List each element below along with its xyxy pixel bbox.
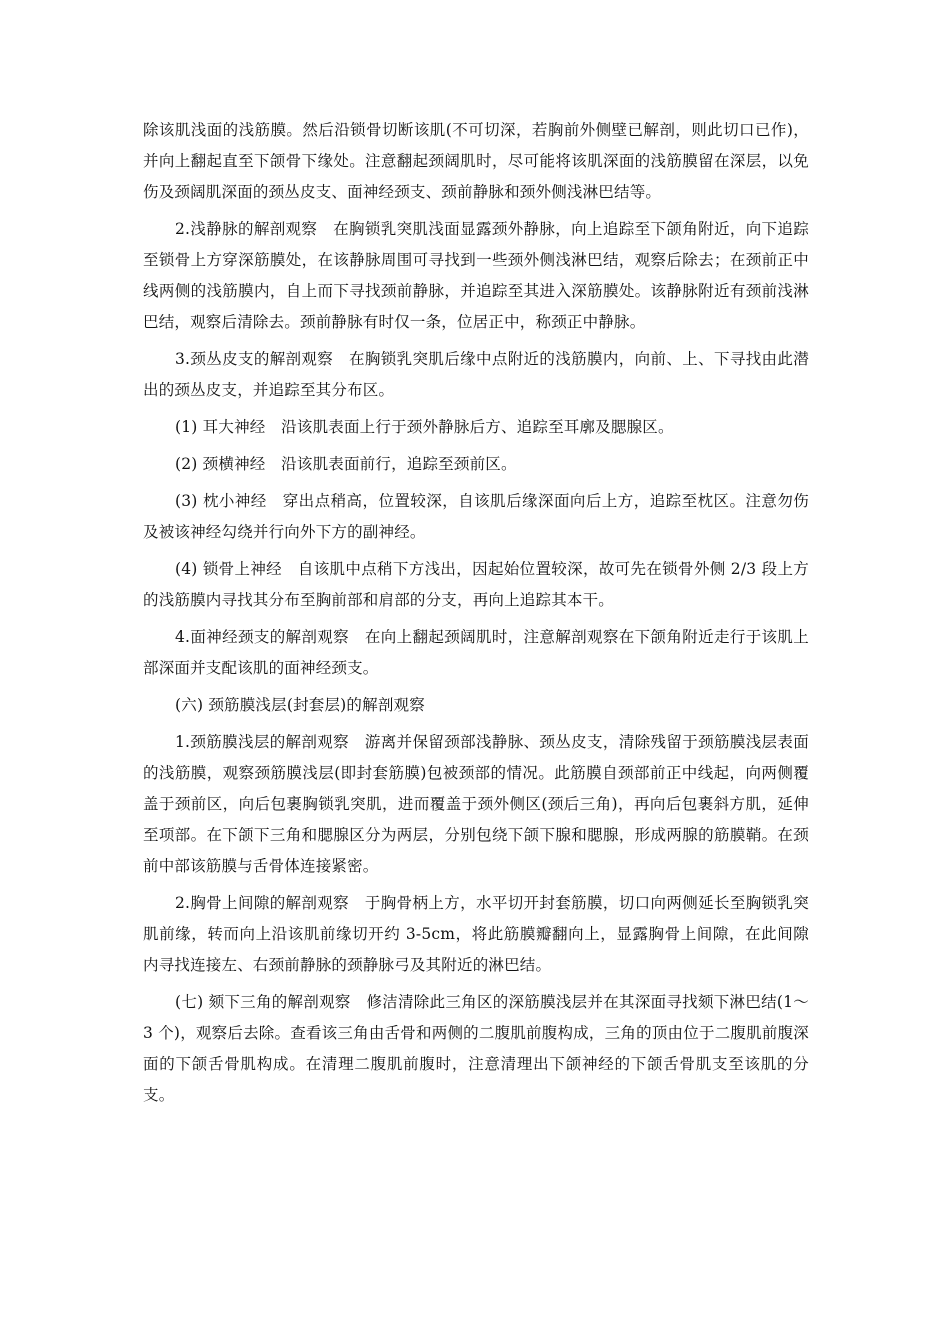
paragraph-cervical-fascia-superficial-layer: 1.颈筋膜浅层的解剖观察 游离并保留颈部浅静脉、颈丛皮支，清除残留于颈筋膜浅层表面的浅筋膜，观察颈筋膜浅层(即封套筋膜)包被颈部的情况。此筋膜自颈部前正中线起，向两侧覆盖于颈前区，向后包裹胸锁乳突肌，进而覆盖于颈外侧区(颈后三角)，再向后包裹斜方肌，延伸至项部。在下颌下三角和腮腺区分为两层，分别包绕下颌下腺和腮腺，形成两腺的筋膜鞘。在颈前中部该筋膜与舌骨体连接紧密。 [143, 733, 809, 875]
paragraph-facial-nerve-cervical-branch: 4.面神经颈支的解剖观察 在向上翻起颈阔肌时，注意解剖观察在下颌角附近走行于该肌上部深面并支配该肌的面神经颈支。 [143, 628, 809, 677]
document-body [143, 115, 809, 1111]
paragraph-submental-triangle: (七) 颏下三角的解剖观察 修洁清除此三角区的深筋膜浅层并在其深面寻找颏下淋巴结(1～3 个)，观察后去除。查看该三角由舌骨和两侧的二腹肌前腹构成，三角的顶由位于二腹肌前腹深面的下颌舌骨肌构成。在清理二腹肌前腹时，注意清理出下颌神经的下颌舌骨肌支至该肌的分支。 [143, 993, 809, 1104]
paragraph-cervical-plexus: 3.颈丛皮支的解剖观察 在胸锁乳突肌后缘中点附近的浅筋膜内，向前、上、下寻找由此潜出的颈丛皮支，并追踪至其分布区。 [143, 350, 809, 399]
paragraph-lesser-occipital-nerve: (3) 枕小神经 穿出点稍高，位置较深，自该肌后缘深面向后上方，追踪至枕区。注意勿伤及被该神经勾绕并行向外下方的副神经。 [143, 492, 809, 541]
paragraph-supraclavicular-nerve: (4) 锁骨上神经 自该肌中点稍下方浅出，因起始位置较深，故可先在锁骨外侧 2/3 段上方的浅筋膜内寻找其分布至胸前部和肩部的分支，再向上追踪其本干。 [143, 560, 809, 609]
section-heading-cervical-fascia: (六) 颈筋膜浅层(封套层)的解剖观察 [175, 696, 425, 714]
paragraph-transverse-cervical-nerve: (2) 颈横神经 沿该肌表面前行，追踪至颈前区。 [175, 455, 517, 473]
paragraph-superficial-veins: 2.浅静脉的解剖观察 在胸锁乳突肌浅面显露颈外静脉，向上追踪至下颌角附近，向下追踪至锁骨上方穿深筋膜处，在该静脉周围可寻找到一些颈外侧浅淋巴结，观察后除去；在颈前正中线两侧的浅筋膜内，自上而下寻找颈前静脉，并追踪至其进入深筋膜处。该静脉附近有颈前浅淋巴结，观察后清除去。颈前静脉有时仅一条，位居正中，称颈正中静脉。 [143, 220, 809, 331]
paragraph-suprasternal-space: 2.胸骨上间隙的解剖观察 于胸骨柄上方，水平切开封套筋膜，切口向两侧延长至胸锁乳突肌前缘，转而向上沿该肌前缘切开约 3-5cm，将此筋膜瓣翻向上，显露胸骨上间隙，在此间隙内寻找连接左、右颈前静脉的颈静脉弓及其附近的淋巴结。 [143, 894, 809, 974]
paragraph-continuation: 除该肌浅面的浅筋膜。然后沿锁骨切断该肌(不可切深，若胸前外侧壁已解剖，则此切口已作)，并向上翻起直至下颌骨下缘处。注意翻起颈阔肌时，尽可能将该肌深面的浅筋膜留在深层，以免伤及颈阔肌深面的颈丛皮支、面神经颈支、颈前静脉和颈外侧浅淋巴结等。 [143, 121, 809, 201]
paragraph-great-auricular-nerve: (1) 耳大神经 沿该肌表面上行于颈外静脉后方、追踪至耳廓及腮腺区。 [175, 418, 674, 436]
